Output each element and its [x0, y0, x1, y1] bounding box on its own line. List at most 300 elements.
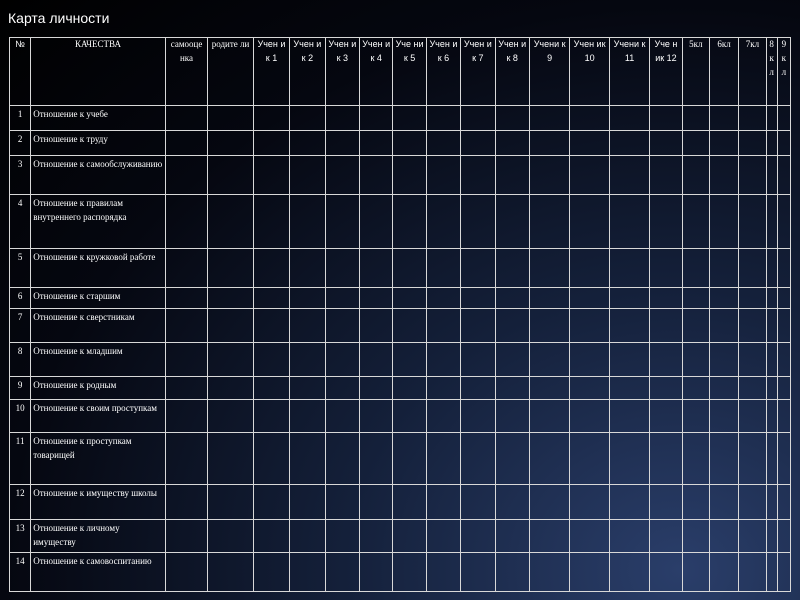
rating-cell[interactable] — [165, 308, 207, 342]
rating-cell[interactable] — [529, 287, 569, 308]
rating-cell[interactable] — [165, 194, 207, 248]
rating-cell[interactable] — [609, 131, 649, 156]
rating-cell[interactable] — [426, 553, 460, 592]
rating-cell[interactable] — [290, 485, 325, 519]
rating-cell[interactable] — [766, 249, 777, 288]
table-row — [10, 156, 791, 195]
rating-cell[interactable] — [495, 308, 529, 342]
rating-cell[interactable] — [461, 433, 495, 485]
rating-cell[interactable] — [290, 399, 325, 432]
rating-cell[interactable] — [393, 106, 426, 131]
rating-cell[interactable] — [766, 376, 777, 399]
rating-cell[interactable] — [709, 343, 738, 376]
rating-cell[interactable] — [777, 287, 790, 308]
rating-cell[interactable] — [570, 156, 609, 195]
rating-cell[interactable] — [208, 343, 254, 376]
rating-cell[interactable] — [290, 131, 325, 156]
rating-cell[interactable] — [682, 249, 709, 288]
rating-cell[interactable] — [461, 519, 495, 552]
quality-label: Отношение к имуществу школы — [31, 485, 166, 519]
rating-cell[interactable] — [253, 287, 289, 308]
rating-cell[interactable] — [208, 287, 254, 308]
rating-cell[interactable] — [650, 433, 682, 485]
rating-cell[interactable] — [739, 553, 766, 592]
rating-cell[interactable] — [290, 287, 325, 308]
rating-cell[interactable] — [290, 519, 325, 552]
rating-cell[interactable] — [208, 106, 254, 131]
row-number: 2 — [10, 131, 31, 156]
rating-cell[interactable] — [570, 287, 609, 308]
column-header-student-2: Учен ик 2 — [290, 38, 325, 106]
rating-cell[interactable] — [766, 485, 777, 519]
rating-cell[interactable] — [650, 249, 682, 288]
row-number: 6 — [10, 287, 31, 308]
rating-cell[interactable] — [777, 308, 790, 342]
rating-cell[interactable] — [426, 194, 460, 248]
rating-cell[interactable] — [393, 485, 426, 519]
rating-cell[interactable] — [609, 106, 649, 131]
rating-cell[interactable] — [461, 194, 495, 248]
rating-cell[interactable] — [495, 131, 529, 156]
rating-cell[interactable] — [739, 308, 766, 342]
rating-cell[interactable] — [208, 308, 254, 342]
table-row — [10, 194, 791, 248]
quality-label: Отношение к родным — [31, 376, 166, 399]
rating-cell[interactable] — [359, 485, 392, 519]
rating-cell[interactable] — [253, 399, 289, 432]
rating-cell[interactable] — [682, 106, 709, 131]
quality-label: Отношение к младшим — [31, 343, 166, 376]
rating-cell[interactable] — [290, 249, 325, 288]
rating-cell[interactable] — [709, 519, 738, 552]
column-header-student-7: Учен ик 7 — [461, 38, 495, 106]
column-header-student-1: Учен ик 1 — [253, 38, 289, 106]
rating-cell[interactable] — [650, 308, 682, 342]
rating-cell[interactable] — [325, 399, 359, 432]
rating-cell[interactable] — [682, 519, 709, 552]
rating-cell[interactable] — [393, 433, 426, 485]
column-header-student-6: Учен ик 6 — [426, 38, 460, 106]
rating-cell[interactable] — [253, 106, 289, 131]
rating-cell[interactable] — [739, 376, 766, 399]
rating-cell[interactable] — [461, 485, 495, 519]
rating-cell[interactable] — [253, 519, 289, 552]
rating-cell[interactable] — [393, 249, 426, 288]
rating-cell[interactable] — [253, 553, 289, 592]
rating-cell[interactable] — [777, 376, 790, 399]
row-number: 10 — [10, 399, 31, 432]
table-row — [10, 287, 791, 308]
rating-cell[interactable] — [253, 156, 289, 195]
rating-cell[interactable] — [426, 249, 460, 288]
rating-cell[interactable] — [359, 156, 392, 195]
rating-cell[interactable] — [709, 287, 738, 308]
rating-cell[interactable] — [529, 249, 569, 288]
rating-cell[interactable] — [495, 433, 529, 485]
rating-cell[interactable] — [359, 308, 392, 342]
rating-cell[interactable] — [529, 131, 569, 156]
rating-cell[interactable] — [777, 433, 790, 485]
rating-cell[interactable] — [393, 343, 426, 376]
rating-cell[interactable] — [290, 156, 325, 195]
rating-cell[interactable] — [682, 553, 709, 592]
rating-cell[interactable] — [426, 131, 460, 156]
rating-cell[interactable] — [426, 156, 460, 195]
rating-cell[interactable] — [529, 553, 569, 592]
rating-cell[interactable] — [165, 287, 207, 308]
rating-cell[interactable] — [570, 433, 609, 485]
rating-cell[interactable] — [325, 343, 359, 376]
rating-cell[interactable] — [290, 376, 325, 399]
rating-cell[interactable] — [253, 343, 289, 376]
rating-cell[interactable] — [777, 249, 790, 288]
rating-cell[interactable] — [208, 249, 254, 288]
rating-cell[interactable] — [495, 376, 529, 399]
rating-cell[interactable] — [739, 106, 766, 131]
rating-cell[interactable] — [709, 553, 738, 592]
rating-cell[interactable] — [650, 399, 682, 432]
rating-cell[interactable] — [495, 485, 529, 519]
rating-cell[interactable] — [393, 287, 426, 308]
table-row — [10, 376, 791, 399]
rating-cell[interactable] — [682, 156, 709, 195]
rating-cell[interactable] — [682, 287, 709, 308]
rating-cell[interactable] — [777, 106, 790, 131]
rating-cell[interactable] — [739, 399, 766, 432]
rating-cell[interactable] — [393, 194, 426, 248]
rating-cell[interactable] — [495, 399, 529, 432]
rating-cell[interactable] — [609, 399, 649, 432]
rating-cell[interactable] — [682, 485, 709, 519]
rating-cell[interactable] — [709, 249, 738, 288]
rating-cell[interactable] — [650, 194, 682, 248]
rating-cell[interactable] — [253, 131, 289, 156]
rating-cell[interactable] — [461, 376, 495, 399]
rating-cell[interactable] — [777, 156, 790, 195]
rating-cell[interactable] — [650, 519, 682, 552]
rating-cell[interactable] — [766, 156, 777, 195]
rating-cell[interactable] — [766, 106, 777, 131]
rating-cell[interactable] — [208, 194, 254, 248]
column-header-number: № — [10, 38, 31, 106]
rating-cell[interactable] — [609, 287, 649, 308]
rating-cell[interactable] — [426, 376, 460, 399]
rating-cell[interactable] — [393, 519, 426, 552]
rating-cell[interactable] — [766, 399, 777, 432]
column-header-student-12: Уче ник 12 — [650, 38, 682, 106]
rating-cell[interactable] — [682, 131, 709, 156]
rating-cell[interactable] — [529, 376, 569, 399]
rating-cell[interactable] — [165, 433, 207, 485]
rating-cell[interactable] — [739, 131, 766, 156]
rating-cell[interactable] — [529, 194, 569, 248]
rating-cell[interactable] — [426, 308, 460, 342]
rating-cell[interactable] — [495, 343, 529, 376]
rating-cell[interactable] — [682, 308, 709, 342]
rating-cell[interactable] — [570, 343, 609, 376]
rating-cell[interactable] — [570, 194, 609, 248]
rating-cell[interactable] — [709, 376, 738, 399]
rating-cell[interactable] — [609, 343, 649, 376]
rating-cell[interactable] — [739, 156, 766, 195]
rating-cell[interactable] — [461, 287, 495, 308]
rating-cell[interactable] — [325, 376, 359, 399]
column-header-class-2: 6кл — [709, 38, 738, 106]
row-number: 9 — [10, 376, 31, 399]
rating-cell[interactable] — [709, 194, 738, 248]
rating-cell[interactable] — [609, 308, 649, 342]
rating-cell[interactable] — [766, 519, 777, 552]
rating-cell[interactable] — [495, 249, 529, 288]
column-header-student-4: Учен ик 4 — [359, 38, 392, 106]
rating-cell[interactable] — [739, 433, 766, 485]
rating-cell[interactable] — [290, 433, 325, 485]
rating-cell[interactable] — [426, 433, 460, 485]
rating-cell[interactable] — [359, 376, 392, 399]
column-header-student-3: Учен ик 3 — [325, 38, 359, 106]
rating-cell[interactable] — [739, 343, 766, 376]
rating-cell[interactable] — [325, 131, 359, 156]
rating-cell[interactable] — [609, 156, 649, 195]
rating-cell[interactable] — [650, 343, 682, 376]
rating-cell[interactable] — [290, 106, 325, 131]
rating-cell[interactable] — [253, 308, 289, 342]
rating-cell[interactable] — [165, 553, 207, 592]
quality-label: Отношение к личному имуществу — [31, 519, 166, 552]
rating-cell[interactable] — [739, 519, 766, 552]
rating-cell[interactable] — [609, 485, 649, 519]
rating-cell[interactable] — [461, 249, 495, 288]
rating-cell[interactable] — [529, 519, 569, 552]
rating-cell[interactable] — [426, 343, 460, 376]
rating-cell[interactable] — [253, 194, 289, 248]
rating-cell[interactable] — [777, 131, 790, 156]
rating-cell[interactable] — [709, 433, 738, 485]
rating-cell[interactable] — [709, 131, 738, 156]
rating-cell[interactable] — [570, 485, 609, 519]
rating-cell[interactable] — [359, 519, 392, 552]
rating-cell[interactable] — [359, 106, 392, 131]
rating-cell[interactable] — [609, 194, 649, 248]
rating-cell[interactable] — [461, 399, 495, 432]
rating-cell[interactable] — [709, 156, 738, 195]
rating-cell[interactable] — [165, 399, 207, 432]
quality-label: Отношение к проступкам товарищей — [31, 433, 166, 485]
rating-cell[interactable] — [682, 194, 709, 248]
rating-cell[interactable] — [426, 519, 460, 552]
rating-cell[interactable] — [325, 194, 359, 248]
rating-cell[interactable] — [359, 131, 392, 156]
rating-cell[interactable] — [290, 308, 325, 342]
rating-cell[interactable] — [739, 249, 766, 288]
rating-cell[interactable] — [682, 433, 709, 485]
rating-cell[interactable] — [461, 131, 495, 156]
rating-cell[interactable] — [208, 376, 254, 399]
rating-cell[interactable] — [709, 308, 738, 342]
rating-cell[interactable] — [461, 553, 495, 592]
rating-cell[interactable] — [766, 194, 777, 248]
rating-cell[interactable] — [165, 376, 207, 399]
rating-cell[interactable] — [253, 249, 289, 288]
rating-cell[interactable] — [650, 156, 682, 195]
table-header-row — [10, 38, 791, 106]
rating-cell[interactable] — [766, 553, 777, 592]
rating-cell[interactable] — [650, 287, 682, 308]
rating-cell[interactable] — [325, 287, 359, 308]
rating-cell[interactable] — [208, 519, 254, 552]
rating-cell[interactable] — [777, 399, 790, 432]
rating-cell[interactable] — [208, 485, 254, 519]
rating-cell[interactable] — [461, 106, 495, 131]
rating-cell[interactable] — [529, 485, 569, 519]
rating-cell[interactable] — [165, 519, 207, 552]
rating-cell[interactable] — [709, 106, 738, 131]
rating-cell[interactable] — [495, 106, 529, 131]
rating-cell[interactable] — [495, 287, 529, 308]
rating-cell[interactable] — [570, 399, 609, 432]
rating-cell[interactable] — [426, 399, 460, 432]
rating-cell[interactable] — [766, 433, 777, 485]
rating-cell[interactable] — [570, 131, 609, 156]
rating-cell[interactable] — [359, 553, 392, 592]
rating-cell[interactable] — [709, 485, 738, 519]
rating-cell[interactable] — [359, 433, 392, 485]
rating-cell[interactable] — [650, 131, 682, 156]
rating-cell[interactable] — [766, 308, 777, 342]
rating-cell[interactable] — [290, 343, 325, 376]
rating-cell[interactable] — [208, 156, 254, 195]
rating-cell[interactable] — [766, 343, 777, 376]
rating-cell[interactable] — [570, 553, 609, 592]
rating-cell[interactable] — [766, 287, 777, 308]
rating-cell[interactable] — [208, 433, 254, 485]
rating-cell[interactable] — [426, 106, 460, 131]
rating-cell[interactable] — [359, 194, 392, 248]
rating-cell[interactable] — [682, 343, 709, 376]
rating-cell[interactable] — [426, 287, 460, 308]
rating-cell[interactable] — [325, 553, 359, 592]
rating-cell[interactable] — [426, 485, 460, 519]
rating-cell[interactable] — [359, 343, 392, 376]
rating-cell[interactable] — [529, 399, 569, 432]
rating-cell[interactable] — [650, 485, 682, 519]
rating-cell[interactable] — [529, 106, 569, 131]
rating-cell[interactable] — [570, 376, 609, 399]
rating-cell[interactable] — [325, 249, 359, 288]
rating-cell[interactable] — [739, 194, 766, 248]
rating-cell[interactable] — [325, 519, 359, 552]
rating-cell[interactable] — [359, 287, 392, 308]
quality-label: Отношение к правилам внутреннего распорядка — [31, 194, 166, 248]
rating-cell[interactable] — [609, 376, 649, 399]
rating-cell[interactable] — [650, 376, 682, 399]
rating-cell[interactable] — [208, 553, 254, 592]
rating-cell[interactable] — [609, 249, 649, 288]
row-number: 5 — [10, 249, 31, 288]
row-number: 3 — [10, 156, 31, 195]
rating-cell[interactable] — [165, 106, 207, 131]
rating-cell[interactable] — [495, 194, 529, 248]
rating-cell[interactable] — [290, 194, 325, 248]
row-number: 13 — [10, 519, 31, 552]
rating-cell[interactable] — [739, 287, 766, 308]
rating-cell[interactable] — [777, 194, 790, 248]
rating-cell[interactable] — [393, 156, 426, 195]
rating-cell[interactable] — [253, 433, 289, 485]
rating-cell[interactable] — [739, 485, 766, 519]
rating-cell[interactable] — [208, 399, 254, 432]
column-header-qualities: КАЧЕСТВА — [31, 38, 166, 106]
rating-cell[interactable] — [165, 156, 207, 195]
rating-cell[interactable] — [165, 343, 207, 376]
rating-cell[interactable] — [495, 553, 529, 592]
rating-cell[interactable] — [777, 553, 790, 592]
rating-cell[interactable] — [570, 308, 609, 342]
rating-cell[interactable] — [777, 519, 790, 552]
rating-cell[interactable] — [529, 343, 569, 376]
rating-cell[interactable] — [165, 131, 207, 156]
rating-cell[interactable] — [609, 553, 649, 592]
rating-cell[interactable] — [393, 308, 426, 342]
rating-cell[interactable] — [650, 106, 682, 131]
table-row — [10, 106, 791, 131]
rating-cell[interactable] — [165, 249, 207, 288]
table-row — [10, 343, 791, 376]
rating-cell[interactable] — [529, 156, 569, 195]
rating-cell[interactable] — [253, 376, 289, 399]
table-row — [10, 553, 791, 592]
rating-cell[interactable] — [325, 106, 359, 131]
rating-cell[interactable] — [393, 553, 426, 592]
column-header-self-assessment: самооце нка — [165, 38, 207, 106]
rating-cell[interactable] — [609, 433, 649, 485]
rating-cell[interactable] — [325, 156, 359, 195]
rating-cell[interactable] — [570, 106, 609, 131]
rating-cell[interactable] — [359, 399, 392, 432]
table-row — [10, 308, 791, 342]
rating-cell[interactable] — [650, 553, 682, 592]
rating-cell[interactable] — [570, 519, 609, 552]
rating-cell[interactable] — [495, 519, 529, 552]
rating-cell[interactable] — [495, 156, 529, 195]
rating-cell[interactable] — [359, 249, 392, 288]
rating-cell[interactable] — [165, 485, 207, 519]
table-row — [10, 131, 791, 156]
rating-cell[interactable] — [393, 376, 426, 399]
rating-cell[interactable] — [208, 131, 254, 156]
rating-cell[interactable] — [393, 131, 426, 156]
rating-cell[interactable] — [529, 433, 569, 485]
rating-cell[interactable] — [709, 399, 738, 432]
rating-cell[interactable] — [777, 485, 790, 519]
rating-cell[interactable] — [253, 485, 289, 519]
rating-cell[interactable] — [461, 343, 495, 376]
rating-cell[interactable] — [529, 308, 569, 342]
rating-cell[interactable] — [393, 399, 426, 432]
rating-cell[interactable] — [325, 308, 359, 342]
rating-cell[interactable] — [682, 376, 709, 399]
rating-cell[interactable] — [461, 156, 495, 195]
rating-cell[interactable] — [682, 399, 709, 432]
rating-cell[interactable] — [570, 249, 609, 288]
rating-cell[interactable] — [461, 308, 495, 342]
rating-cell[interactable] — [766, 131, 777, 156]
rating-cell[interactable] — [777, 343, 790, 376]
rating-cell[interactable] — [609, 519, 649, 552]
rating-cell[interactable] — [290, 553, 325, 592]
rating-cell[interactable] — [325, 485, 359, 519]
rating-cell[interactable] — [325, 433, 359, 485]
